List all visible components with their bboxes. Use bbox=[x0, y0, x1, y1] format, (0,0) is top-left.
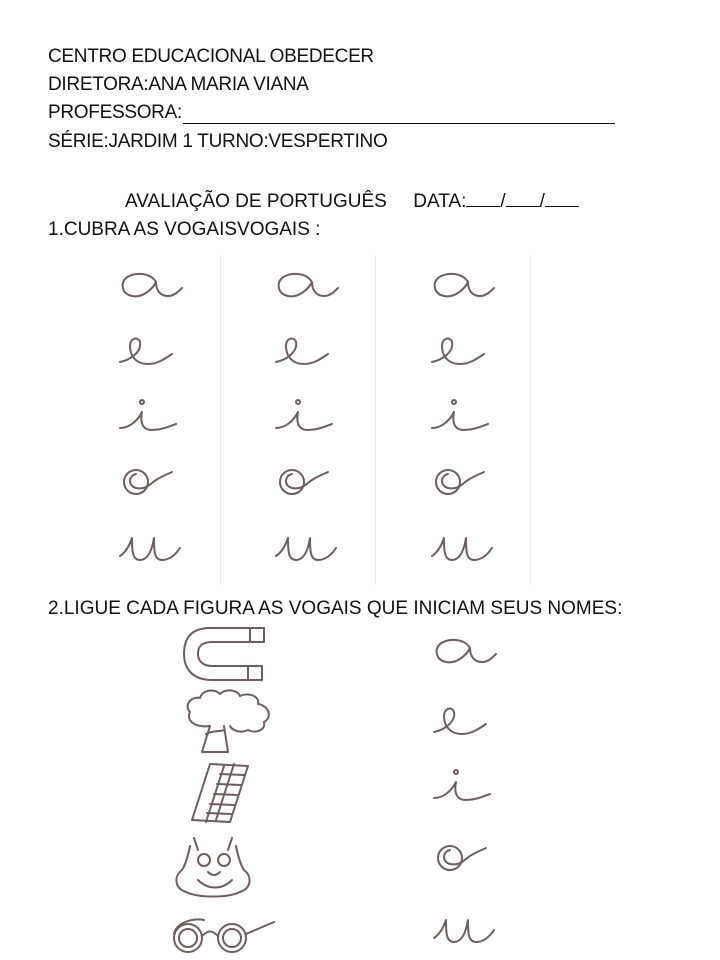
assessment-title: AVALIAÇÃO DE PORTUGUÊS bbox=[125, 191, 387, 212]
vowel-u-glyph bbox=[116, 530, 186, 570]
separator bbox=[220, 255, 221, 585]
vowel-a-glyph bbox=[272, 266, 342, 306]
school-name: CENTRO EDUCACIONAL OBEDECER bbox=[48, 46, 374, 67]
match-vowel-e[interactable] bbox=[430, 702, 500, 742]
vowel-i-glyph bbox=[428, 398, 498, 438]
vowel-e-glyph bbox=[116, 332, 186, 372]
question-2-text: 2.LIGUE CADA FIGURA AS VOGAIS QUE INICIAM SEUS NOMES: bbox=[48, 598, 623, 619]
magnet-icon[interactable] bbox=[178, 622, 270, 684]
date-separator: / bbox=[539, 191, 545, 212]
date-label: DATA: bbox=[413, 191, 467, 212]
vowel-o-glyph bbox=[272, 462, 342, 502]
date-separator: / bbox=[500, 191, 506, 212]
match-vowel-i[interactable] bbox=[430, 768, 500, 808]
vowel-o-glyph bbox=[116, 462, 186, 502]
vowel-e-glyph bbox=[272, 332, 342, 372]
vowel-a-glyph bbox=[428, 266, 498, 306]
vowel-e-glyph bbox=[428, 332, 498, 372]
match-vowel-a[interactable] bbox=[430, 632, 500, 672]
match-vowel-o[interactable] bbox=[430, 838, 500, 878]
vowel-o-glyph bbox=[428, 462, 498, 502]
vowel-u-glyph bbox=[272, 530, 342, 570]
director-line: DIRETORA:ANA MARIA VIANA bbox=[48, 74, 309, 95]
date-month-blank[interactable] bbox=[506, 190, 540, 207]
assessment-title-row bbox=[125, 190, 579, 214]
vowel-a-glyph bbox=[116, 266, 186, 306]
vowel-i-glyph bbox=[272, 398, 342, 438]
vowel-u-glyph bbox=[428, 530, 498, 570]
separator bbox=[375, 255, 376, 585]
date-year-blank[interactable] bbox=[545, 190, 579, 207]
match-vowel-u[interactable] bbox=[430, 912, 500, 952]
teacher-label: PROFESSORA: bbox=[48, 102, 182, 123]
date-day-blank[interactable] bbox=[466, 190, 500, 207]
glasses-icon[interactable] bbox=[164, 910, 280, 956]
ladder-icon[interactable] bbox=[186, 760, 258, 826]
grade-shift-line: SÉRIE:JARDIM 1 TURNO:VESPERTINO bbox=[48, 131, 388, 152]
tree-icon[interactable] bbox=[180, 686, 280, 758]
vowel-i-glyph bbox=[116, 398, 186, 438]
separator bbox=[530, 255, 531, 585]
teacher-blank[interactable] bbox=[183, 123, 615, 124]
owl-icon[interactable] bbox=[168, 832, 258, 900]
question-1-text: 1.CUBRA AS VOGAISVOGAIS : bbox=[48, 219, 321, 240]
